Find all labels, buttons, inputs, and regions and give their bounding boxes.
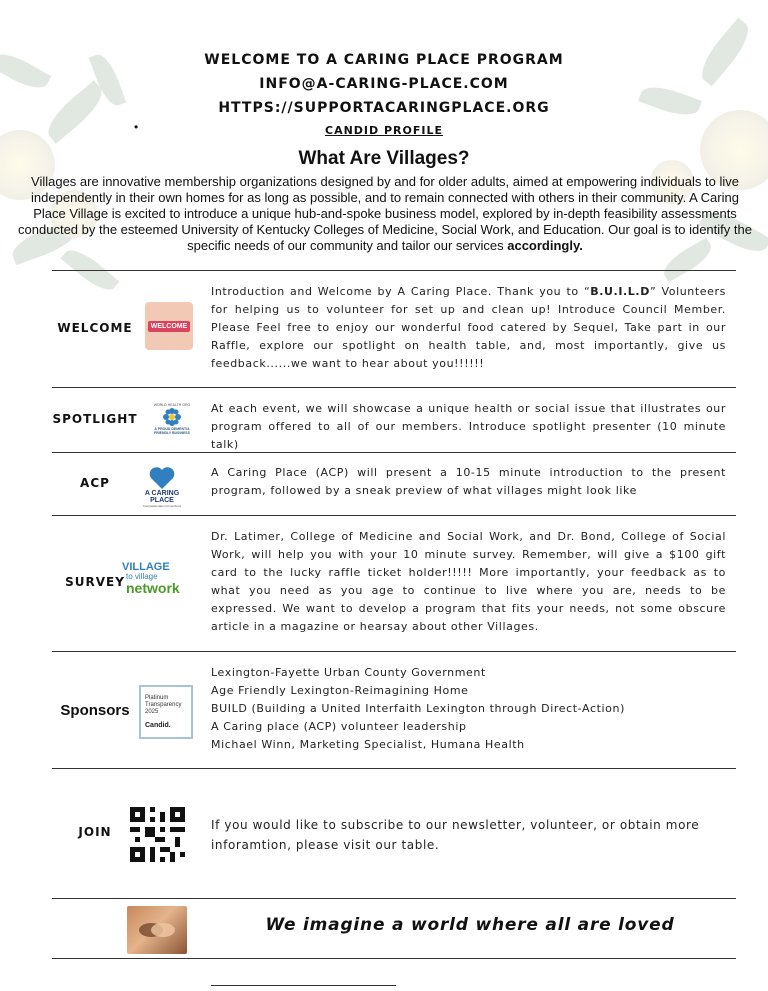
- row-label-sponsors: Sponsors: [60, 702, 130, 719]
- acp-logo-line3: Compassionate Connections: [142, 504, 182, 508]
- dementia-logo-bottom: A PROUD DEMENTIA FRIENDLY BUSINESS: [154, 427, 190, 435]
- welcome-logo: [145, 302, 193, 350]
- welcome-text-start: Introduction and Welcome by A Caring Place. Thank you to “: [211, 285, 591, 298]
- header-email[interactable]: INFO@A-CARING-PLACE.COM: [259, 76, 509, 92]
- divider: [52, 270, 736, 271]
- sponsor-item: Lexington-Fayette Urban County Government: [211, 666, 486, 679]
- sponsor-item: Michael Winn, Marketing Specialist, Humana Health: [211, 738, 525, 751]
- row-label-acp: ACP: [80, 476, 110, 490]
- row-text-welcome: [211, 283, 726, 373]
- villages-description: [14, 174, 756, 254]
- village-logo-line2: to village: [126, 572, 158, 581]
- qr-code-icon[interactable]: [130, 807, 185, 862]
- acp-logo-line2: PLACE: [150, 497, 174, 504]
- divider: [52, 452, 736, 453]
- village-network-logo: [122, 556, 200, 602]
- divider: [52, 768, 736, 769]
- header-website[interactable]: HTTPS://SUPPORTACARINGPLACE.ORG: [218, 100, 550, 116]
- seal-line1: Platinum: [145, 695, 169, 701]
- row-label-spotlight: SPOTLIGHT: [52, 412, 138, 426]
- villages-body: Villages are innovative membership organizations designed by and for older adults, aimed at empowering individuals to live independently in their own homes for as long as possible, and to remain connected with others in their community. A Caring Place Village is excited to introduce a unique hub-and-spoke business model, explored by in-depth feasibility assessments conducted by the esteemed University of Kentucky Colleges of Medicine, Social Work, and Education. Our goal is to identify the specific needs of our community and tailor our services: [18, 174, 752, 253]
- sponsor-list: [211, 664, 726, 754]
- divider: [52, 515, 736, 516]
- welcome-text-build: B.U.I.L.D: [590, 285, 650, 298]
- row-label-welcome: WELCOME: [57, 321, 133, 335]
- seal-line3: 2025: [145, 709, 159, 715]
- acp-logo: [136, 462, 188, 512]
- row-text-survey: Dr. Latimer, College of Medicine and Social Work, and Dr. Bond, College of Social Work, will help you with your 10 minute survey. Remember, will give a $100 gift card to the lucky raffle ticket holder!!!!! More importantly, your feedback as to what you need as you age to continue to live where you are, needs to be expressed. We want to develop a program that fits your needs, not some obscure article in a magazine or hearsay about other Villages.: [211, 530, 726, 633]
- divider: [52, 651, 736, 652]
- qr-code-graphic: [130, 807, 185, 862]
- sponsor-item: Age Friendly Lexington-Reimagining Home: [211, 684, 469, 697]
- divider: [52, 958, 736, 959]
- acp-logo-line1: A CARING: [144, 490, 180, 497]
- signature-line: [211, 985, 396, 986]
- candid-seal: [139, 685, 193, 739]
- seal-line2: Transparency: [145, 702, 182, 708]
- dementia-friendly-logo: [152, 393, 192, 445]
- header-title: WELCOME TO A CARING PLACE PROGRAM: [204, 52, 564, 68]
- welcome-logo-banner: WELCOME: [148, 321, 191, 332]
- candid-profile-link[interactable]: CANDID PROFILE: [325, 124, 443, 137]
- row-text-join: If you would like to subscribe to our newsletter, volunteer, or obtain more inforamtion, please visit our table.: [211, 818, 700, 852]
- joined-hands-photo: [127, 906, 187, 954]
- dementia-logo-top: WORLD HEALTH ORG: [153, 403, 191, 407]
- program-header: [0, 48, 768, 138]
- sponsor-item: A Caring place (ACP) volunteer leadership: [211, 720, 467, 733]
- row-text-spotlight: At each event, we will showcase a unique health or social issue that illustrates our program offered to all of our members. Introduce spotlight presenter (10 minute talk): [211, 402, 726, 451]
- seal-brand: Candid.: [145, 722, 171, 729]
- heart-icon: [148, 466, 176, 490]
- row-label-survey: SURVEY: [65, 575, 125, 589]
- bullet-mark: •: [134, 120, 139, 134]
- divider: [52, 898, 736, 899]
- village-logo-line3: network: [126, 580, 180, 596]
- villages-title: What Are Villages?: [298, 148, 470, 169]
- row-text-acp: A Caring Place (ACP) will present a 10-15 minute introduction to the present program, followed by a sneak preview of what villages might look like: [211, 466, 726, 497]
- village-logo-line1: VILLAGE: [122, 561, 170, 573]
- hands-icon: [137, 918, 177, 942]
- flower-icon: [162, 407, 182, 427]
- closing-tagline: We imagine a world where all are loved: [265, 915, 675, 935]
- divider: [52, 387, 736, 388]
- villages-body-bold: accordingly.: [507, 238, 583, 253]
- welcome-text-end: ” Volunteers for helping us to volunteer for set up and clean up! Introduce Council Member. Please Feel free to enjoy our wonderful food catered by Sequel, Take part in our Raffle, explore our spotlight on health table, and, most importantly, give us feedback......we want to hear about you!!!!!!: [211, 285, 726, 370]
- sponsor-item: BUILD (Building a United Interfaith Lexington through Direct-Action): [211, 702, 625, 715]
- row-label-join: JOIN: [78, 825, 112, 839]
